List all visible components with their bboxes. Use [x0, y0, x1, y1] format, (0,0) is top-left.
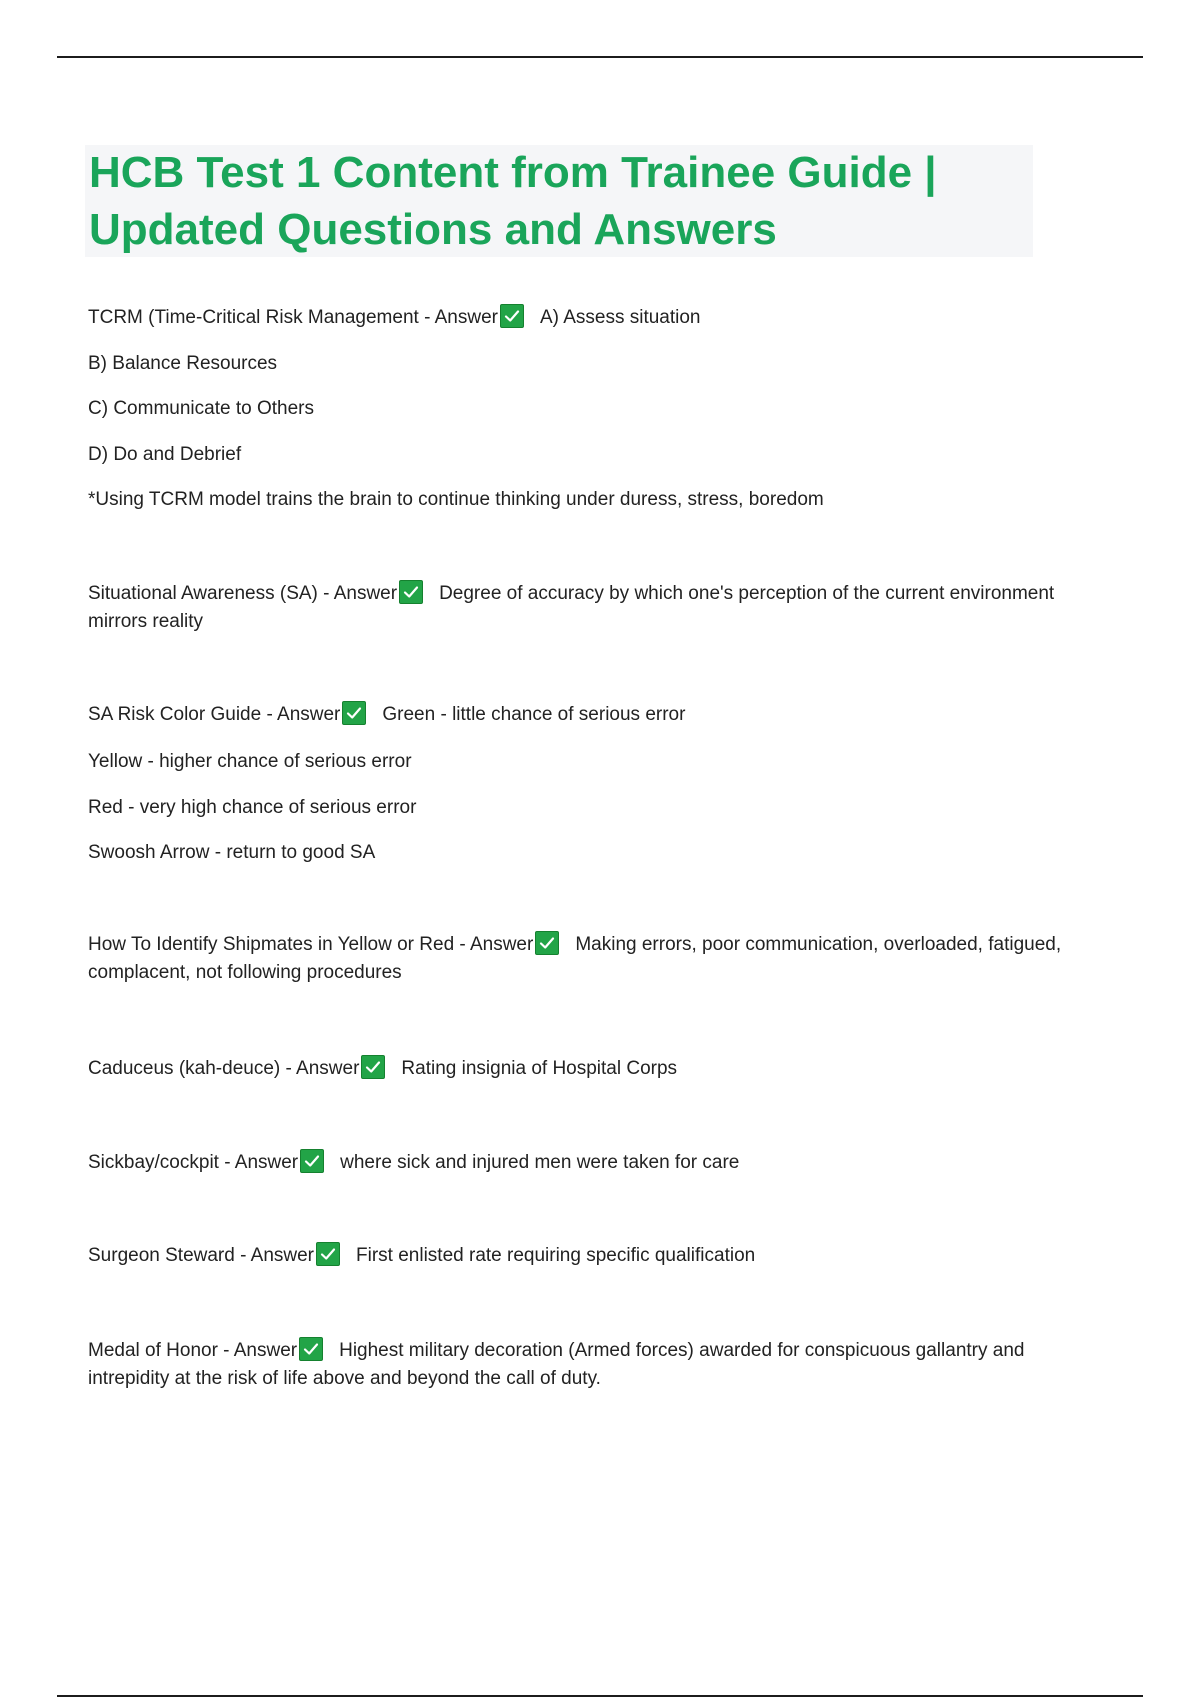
bottom-rule: [57, 1695, 1143, 1697]
answer-text: Rating insignia of Hospital Corps: [401, 1058, 678, 1079]
answer-line: Red - very high chance of serious error: [88, 797, 417, 818]
answer-text: A) Assess situation: [539, 307, 701, 328]
question-term: SA Risk Color Guide - Answer: [88, 704, 341, 725]
question-term: How To Identify Shipmates in Yellow or Red - Answer: [88, 934, 534, 955]
qa-entry: [88, 931, 1068, 987]
qa-entry: [88, 1242, 755, 1270]
answer-text: Highest military decoration (Armed forces) awarded for conspicuous gallantry and intrepidity at the risk of life above and beyond the call of duty.: [88, 1340, 1025, 1389]
question-term: Caduceus (kah-deuce) - Answer: [88, 1058, 360, 1079]
question-term: Surgeon Steward - Answer: [88, 1245, 315, 1266]
answer-text: Green - little chance of serious error: [382, 704, 686, 725]
checkmark-box-icon: [316, 1242, 340, 1266]
top-rule: [57, 56, 1143, 58]
answer-line: Yellow - higher chance of serious error: [88, 751, 412, 772]
qa-entry: [88, 1149, 739, 1177]
checkmark-box-icon: [299, 1337, 323, 1361]
answer-text: Degree of accuracy by which one's perception of the current environment mirrors reality: [88, 583, 1055, 632]
question-term: Situational Awareness (SA) - Answer: [88, 583, 398, 604]
checkmark-box-icon: [361, 1055, 385, 1079]
answer-line: D) Do and Debrief: [88, 444, 242, 465]
answer-line: *Using TCRM model trains the brain to continue thinking under duress, stress, boredom: [88, 489, 824, 510]
checkmark-box-icon: [535, 931, 559, 955]
qa-entry: [88, 1337, 1068, 1393]
question-term: TCRM (Time-Critical Risk Management - Answer: [88, 307, 498, 328]
qa-entry: [88, 701, 685, 729]
document-title: HCB Test 1 Content from Trainee Guide | Updated Questions and Answers: [89, 148, 937, 254]
answer-text: where sick and injured men were taken for care: [340, 1152, 740, 1173]
qa-entry: [88, 1055, 677, 1083]
qa-entry: [88, 304, 701, 332]
qa-entry: [88, 580, 1068, 636]
answer-text: Making errors, poor communication, overloaded, fatigued, complacent, not following procedures: [88, 934, 1062, 983]
checkmark-box-icon: [342, 701, 366, 725]
checkmark-box-icon: [399, 580, 423, 604]
answer-text: First enlisted rate requiring specific qualification: [356, 1245, 756, 1266]
answer-line: B) Balance Resources: [88, 353, 278, 374]
checkmark-box-icon: [500, 304, 524, 328]
question-term: Sickbay/cockpit - Answer: [88, 1152, 299, 1173]
answer-line: C) Communicate to Others: [88, 398, 314, 419]
checkmark-box-icon: [300, 1149, 324, 1173]
answer-line: Swoosh Arrow - return to good SA: [88, 842, 376, 863]
question-term: Medal of Honor - Answer: [88, 1340, 298, 1361]
